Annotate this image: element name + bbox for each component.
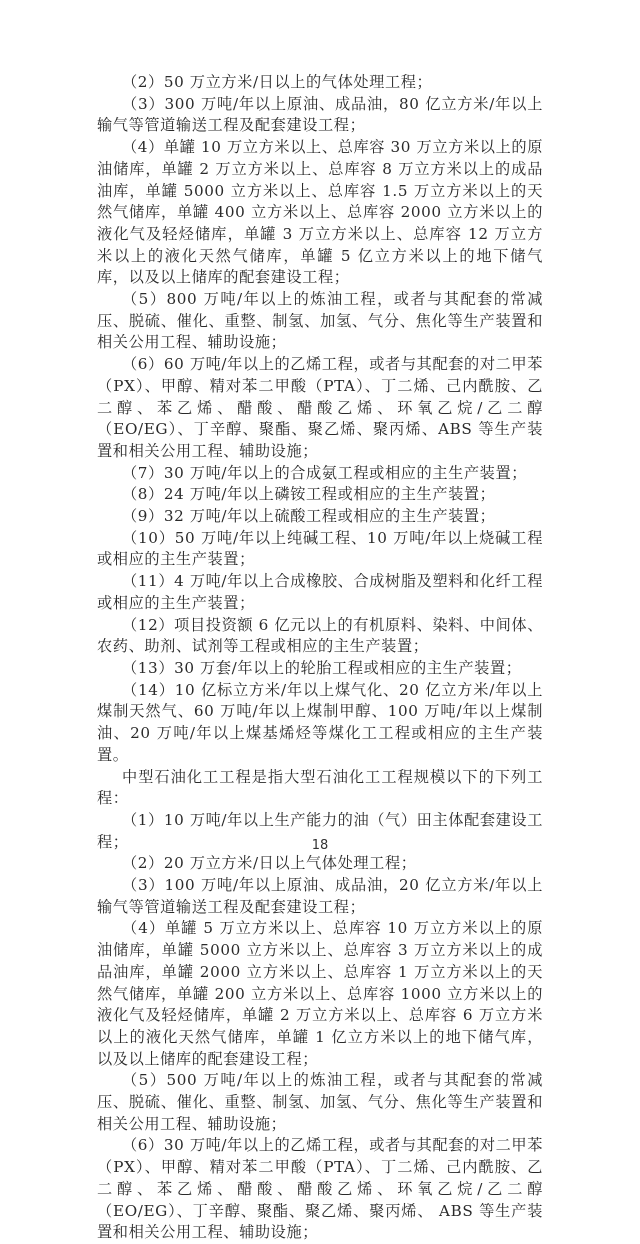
paragraph-large-14: （14）10 亿标立方米/年以上煤气化、20 亿立方米/年以上煤制天然气、60 万吨/年以上煤制甲醇、100 万吨/年以上煤制油、20 万吨/年以上煤基烯烃等煤化工工程或相应的主生产装置。 [97,680,543,764]
paragraph-medium-2: （2）20 万立方米/日以上气体处理工程； [122,854,417,873]
paragraph-medium-6: （6）30 万吨/年以上的乙烯工程，或者与其配套的对二甲苯（PX）、甲醇、精对苯二甲酸（PTA）、丁二烯、己内酰胺、乙二醇、苯乙烯、醋酸、醋酸乙烯、环氧乙烷/乙二醇（EO/EG）、丁辛醇、聚酯、聚乙烯、聚丙烯、 ABS 等生产装置和相关公用工程、辅助设施； [97,1136,543,1242]
paragraph-large-12: （12）项目投资额 6 亿元以上的有机原料、染料、中间体、农药、助剂、试剂等工程或相应的主生产装置； [97,615,543,656]
paragraph-medium-3: （3）100 万吨/年以上原油、成品油，20 亿立方米/年以上输气等管道输送工程及配套建设工程； [97,876,543,916]
paragraph-large-2: （2）50 万立方米/日以上的气体处理工程； [122,73,433,91]
paragraph-large-3: （3）300 万吨/年以上原油、成品油，80 亿立方米/年以上输气等管道输送工程及配套建设工程； [97,94,543,135]
paragraph-large-8: （8）24 万吨/年以上磷铵工程或相应的主生产装置； [122,485,496,504]
paragraph-medium-5: （5）500 万吨/年以上的炼油工程，或者与其配套的常减压、脱硫、催化、重整、制氢、加氢、气分、焦化等生产装置和相关公用工程、辅助设施； [97,1071,543,1133]
paragraph-large-9: （9）32 万吨/年以上硫酸工程或相应的主生产装置； [122,507,496,526]
document-body [97,72,543,1244]
paragraph-large-13: （13）30 万套/年以上的轮胎工程或相应的主生产装置； [122,658,522,677]
paragraph-large-4: （4）单罐 10 万立方米以上、总库容 30 万立方米以上的原油储库，单罐 2 万立方米以上、总库容 8 万立方米以上的成品油库，单罐 5000 立方米以上、总库容 1.5 万立方米以上的天然气储库，单罐 400 立方米以上、总库容 2000 立方米以上的液化气及轻烃储库，单罐 3 万立方米以上、总库容 12 万立方米以上的液化天然气储库，单罐 5 亿立方米以上的地下储气库，以及以上储库的配套建设工程； [97,138,543,287]
paragraph-medium-1: （1）10 万吨/年以上生产能力的油（气）田主体配套建设工程； [97,810,543,851]
paragraph-large-6: （6）60 万吨/年以上的乙烯工程，或者与其配套的对二甲苯（PX）、甲醇、精对苯二甲酸（PTA）、丁二烯、己内酰胺、乙二醇、苯乙烯、醋酸、醋酸乙烯、环氧乙烷/乙二醇（EO/EG）、丁辛醇、聚酯、聚乙烯、聚丙烯、ABS 等生产装置和相关公用工程、辅助设施； [97,355,543,460]
paragraph-medium-intro: 中型石油化工工程是指大型石油化工工程规模以下的下列工程： [97,767,543,808]
paragraph-medium-4: （4）单罐 5 万立方米以上、总库容 10 万立方米以上的原油储库，单罐 5000 立方米以上、总库容 3 万立方米以上的成品油库，单罐 2000 立方米以上、总库容 1 万立方米以上的天然气储库，单罐 200 立方米以上、总库容 1000 立方米以上的液化气及轻烃储库，单罐 2 万立方米以上、总库容 6 万立方米以上的液化天然气储库，单罐 1 亿立方米以上的地下储气库，以及以上储库的配套建设工程； [97,919,543,1068]
page-number: 18 [311,838,329,853]
paragraph-large-5: （5）800 万吨/年以上的炼油工程，或者与其配套的常减压、脱硫、催化、重整、制氢、加氢、气分、焦化等生产装置和相关公用工程、辅助设施； [97,290,543,352]
paragraph-large-11: （11）4 万吨/年以上合成橡胶、合成树脂及塑料和化纤工程或相应的主生产装置； [97,572,543,612]
paragraph-large-10: （10）50 万吨/年以上纯碱工程、10 万吨/年以上烧碱工程或相应的主生产装置； [97,528,543,569]
paragraph-large-7: （7）30 万吨/年以上的合成氨工程或相应的主生产装置； [122,463,528,482]
